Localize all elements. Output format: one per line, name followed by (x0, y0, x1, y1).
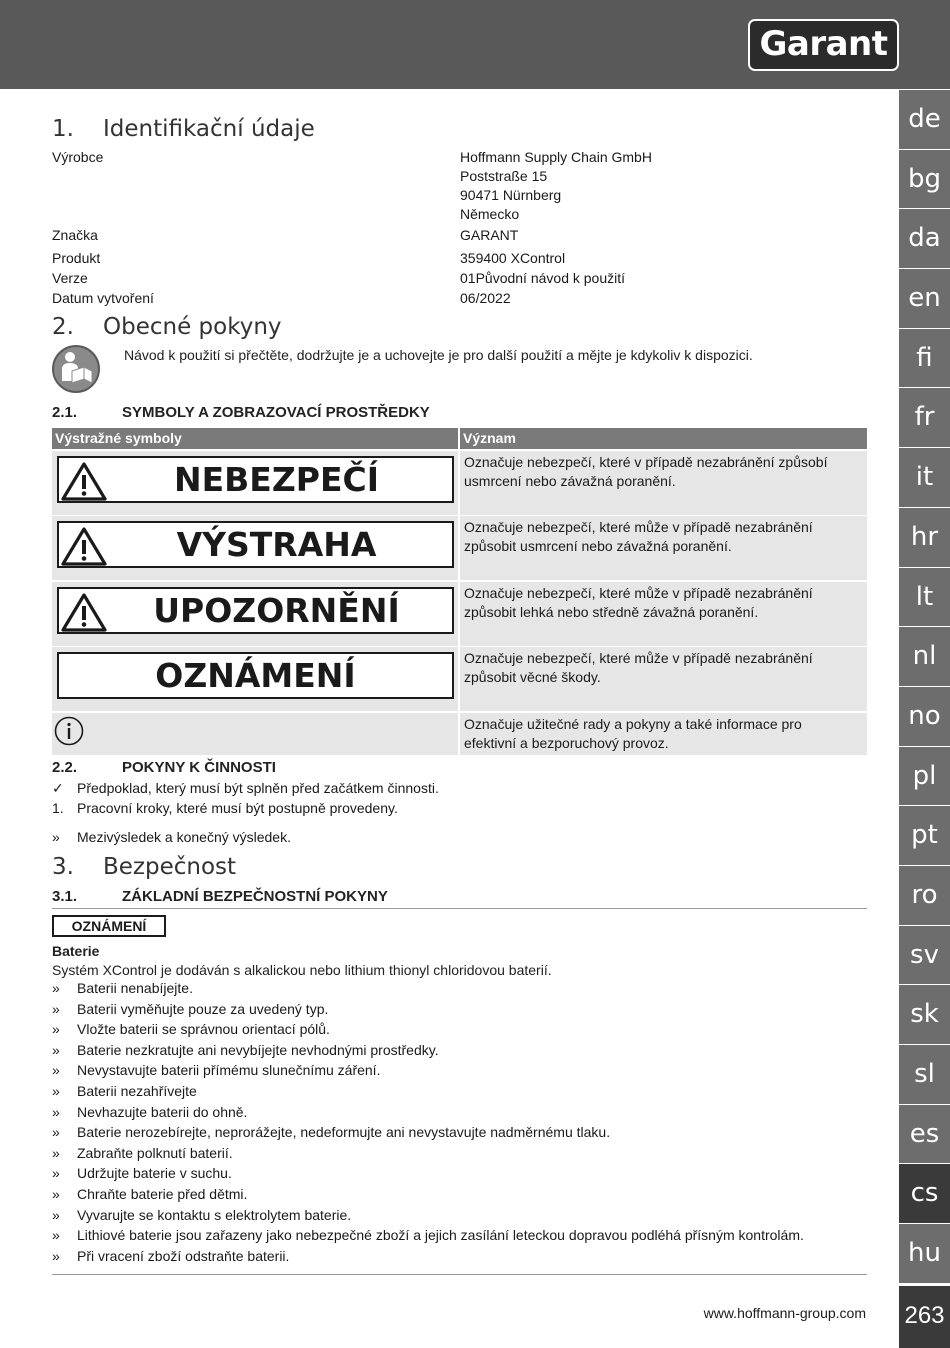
page-header (0, 0, 950, 89)
table-row-info (52, 713, 867, 755)
garant-logo: Garant (748, 19, 899, 71)
lang-tab-en[interactable]: en (899, 269, 950, 329)
ident-value (460, 249, 565, 268)
meaning-cell (460, 451, 867, 515)
page-number: 263 (899, 1286, 950, 1348)
bullet-text: Udržujte baterie v suchu. (77, 1165, 232, 1182)
bullet-text: Lithiové baterie jsou zařazeny jako nebezpečné zboží a jejich zasílání leteckou dopravou podléhá přísným kontrolám. (77, 1227, 804, 1244)
table-row (52, 451, 867, 515)
meaning-line: Označuje užitečné rady a pokyny a také informace pro (464, 715, 802, 732)
notice-label: OZNÁMENÍ (52, 915, 166, 937)
lang-tab-hu[interactable]: hu (899, 1224, 950, 1284)
ident-value (460, 148, 652, 224)
lang-tab-de[interactable]: de (899, 90, 950, 150)
signal-word-cell (52, 582, 458, 646)
lang-tab-no[interactable]: no (899, 687, 950, 747)
lang-tab-pt[interactable]: pt (899, 806, 950, 866)
lang-tab-lt[interactable]: lt (899, 568, 950, 628)
bullet-text: Baterii nenabíjejte. (77, 980, 193, 996)
subsection-2-1-heading: 2.1. SYMBOLY A ZOBRAZOVACÍ PROSTŘEDKY (52, 404, 430, 421)
bullet-text: Vyvarujte se kontaktu s elektrolytem baterie. (77, 1206, 352, 1223)
bullet-marker: » (52, 1103, 60, 1120)
lang-tab-hr[interactable]: hr (899, 508, 950, 568)
signal-word-panel (57, 456, 454, 503)
signal-word: NEBEZPEČÍ (173, 459, 379, 499)
lang-tab-bg[interactable]: bg (899, 150, 950, 210)
ident-value (460, 289, 511, 308)
list-marker: ✓ (52, 780, 64, 796)
ident-value-line: Poststraße 15 (460, 168, 548, 184)
ident-value-line: GARANT (460, 227, 519, 243)
ident-value (460, 226, 518, 245)
lang-tab-sv[interactable]: sv (899, 926, 950, 986)
lang-tab-sk[interactable]: sk (899, 985, 950, 1045)
signal-word-cell (52, 647, 458, 711)
section-3-heading: 3. Bezpečnost (52, 854, 237, 880)
bullet-text: Vložte baterii se správnou orientací pólů. (77, 1021, 330, 1038)
ident-label: Datum vytvoření (52, 290, 154, 306)
ident-label: Verze (52, 270, 88, 286)
signal-word-cell (52, 516, 458, 580)
table-header (52, 428, 867, 449)
bullet-text: Zabraňte polknutí baterií. (77, 1144, 233, 1161)
bullet-text: Baterii vyměňujte pouze za uvedený typ. (77, 1000, 329, 1017)
divider (52, 908, 867, 909)
divider-bottom (52, 1274, 867, 1275)
bullet-marker: » (52, 1062, 60, 1079)
ident-label: Produkt (52, 250, 101, 266)
bullet-marker: » (52, 1124, 60, 1141)
symbols-table (52, 428, 867, 755)
signal-word: OZNÁMENÍ (155, 656, 356, 695)
bullet-marker: » (52, 1082, 60, 1099)
lang-tab-pl[interactable]: pl (899, 747, 950, 807)
list-marker: 1. (52, 800, 64, 816)
bullet-text: Chraňte baterie před dětmi. (77, 1185, 248, 1202)
meaning-cell (460, 582, 867, 646)
bullet-marker: » (52, 1206, 60, 1223)
bullet-text: Nevhazujte baterii do ohně. (77, 1103, 248, 1120)
lang-tab-sl[interactable]: sl (899, 1045, 950, 1105)
meaning-cell (460, 516, 867, 580)
lang-tab-cs[interactable]: cs (899, 1164, 950, 1224)
bullet-marker: » (52, 1041, 60, 1058)
intro-text: Návod k použití si přečtěte, dodržujte je a uchovejte je pro další použití a mějte je kdykoliv k dispozici. (124, 347, 753, 363)
bullet-text: Baterie nerozebírejte, neprorážejte, nedeformujte ani nevystavujte nadměrnému tlaku. (77, 1124, 611, 1141)
ident-value-line: 01Původní návod k použití (460, 270, 626, 286)
battery-heading: Baterie (52, 943, 100, 959)
col-header-symbols: Výstražné symboly (52, 428, 458, 449)
list-item (52, 829, 752, 850)
bullet-marker: » (52, 1144, 60, 1161)
lang-tab-ro[interactable]: ro (899, 866, 950, 926)
read-manual-icon (52, 345, 100, 393)
ident-value-line: 90471 Nürnberg (460, 187, 562, 203)
ident-value-line: Německo (460, 206, 520, 222)
ident-value (460, 269, 625, 288)
ident-label: Značka (52, 227, 98, 243)
list-marker: » (52, 829, 60, 845)
list-item (52, 780, 752, 801)
list-text: Mezivýsledek a konečný výsledek. (77, 829, 291, 845)
ident-value-line: Hoffmann Supply Chain GmbH (460, 149, 652, 165)
language-sidebar (899, 90, 950, 1284)
ident-value-line: 359400 XControl (460, 250, 566, 266)
section-1-heading: 1. Identifikační údaje (52, 116, 315, 142)
meaning-line: efektivní a bezporuchový provoz. (464, 734, 669, 751)
lang-tab-da[interactable]: da (899, 209, 950, 269)
section-2-heading: 2. Obecné pokyny (52, 314, 282, 340)
bullet-text: Nevystavujte baterii přímému slunečnímu záření. (77, 1062, 381, 1079)
bullet-text: Baterie nezkratujte ani nevybíjejte nevhodnými prostředky. (77, 1041, 439, 1058)
signal-word: UPOZORNĚNÍ (153, 590, 400, 630)
meaning-line: způsobit lehká nebo středně závažná poranění. (464, 603, 759, 620)
lang-tab-es[interactable]: es (899, 1105, 950, 1165)
table-row (52, 582, 867, 646)
meaning-line: Označuje nebezpečí, které může v případě nezabránění (464, 584, 813, 601)
bullet-marker: » (52, 1247, 60, 1264)
meaning-line: způsobit usmrcení nebo závažná poranění. (464, 538, 732, 554)
meaning-line: způsobit věcné škody. (464, 669, 601, 685)
signal-word-panel (57, 587, 454, 634)
meaning-line: Označuje nebezpečí, které v případě nezabránění způsobí (464, 453, 828, 470)
signal-word-panel (57, 521, 454, 568)
lang-tab-fi[interactable]: fi (899, 329, 950, 389)
bullet-marker: » (52, 980, 60, 996)
meaning-line: Označuje nebezpečí, které může v případě nezabránění (464, 519, 813, 535)
bullet-marker: » (52, 1185, 60, 1202)
list-text: Předpoklad, který musí být splněn před začátkem činnosti. (77, 780, 439, 796)
meaning-line: Označuje nebezpečí, které může v případě nezabránění (464, 650, 813, 666)
ident-label: Výrobce (52, 149, 104, 165)
info-icon (54, 716, 84, 746)
col-header-meaning: Význam (460, 428, 867, 449)
table-row (52, 516, 867, 580)
battery-intro: Systém XControl je dodáván s alkalickou nebo lithium thionyl chloridovou baterií. (52, 962, 552, 978)
footer-url[interactable]: www.hoffmann-group.com (703, 1305, 866, 1321)
lang-tab-it[interactable]: it (899, 448, 950, 508)
signal-word-cell (52, 451, 458, 515)
bullet-text: Baterii nezahřívejte (77, 1082, 197, 1099)
list-text: Pracovní kroky, které musí být postupně provedeny. (77, 800, 398, 816)
bullet-text: Při vracení zboží odstraňte baterii. (77, 1247, 290, 1264)
ident-value-line: 06/2022 (460, 290, 511, 306)
bullet-marker: » (52, 1021, 60, 1038)
bullet-marker: » (52, 1165, 60, 1182)
lang-tab-fr[interactable]: fr (899, 388, 950, 448)
subsection-3-1-heading: 3.1. ZÁKLADNÍ BEZPEČNOSTNÍ POKYNY (52, 888, 388, 905)
meaning-cell (460, 647, 867, 711)
lang-tab-nl[interactable]: nl (899, 627, 950, 687)
bullet-marker: » (52, 1000, 60, 1017)
table-row (52, 647, 867, 711)
signal-word-panel (57, 652, 454, 699)
meaning-line: usmrcení nebo závažná poranění. (464, 472, 676, 489)
bullet-marker: » (52, 1227, 60, 1244)
subsection-2-2-heading: 2.2. POKYNY K ČINNOSTI (52, 759, 276, 776)
signal-word: VÝSTRAHA (176, 525, 377, 564)
list-item (52, 800, 752, 821)
